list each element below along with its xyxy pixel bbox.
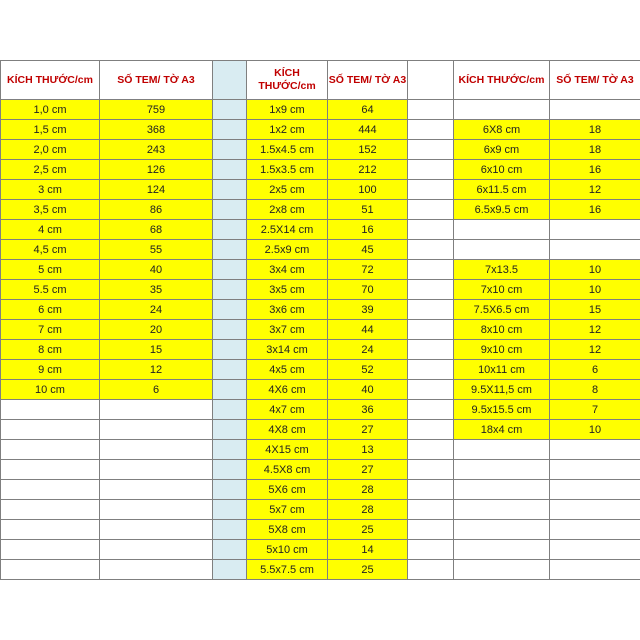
count-cell xyxy=(100,440,213,460)
spacer-column-cell xyxy=(213,160,247,180)
count-cell: 25 xyxy=(328,560,408,580)
header-size-2-line1: KÍCH xyxy=(274,67,300,79)
count-cell: 10 xyxy=(550,280,640,300)
size-cell: 6 cm xyxy=(1,300,100,320)
size-cell: 2x5 cm xyxy=(247,180,328,200)
size-cell: 1x9 cm xyxy=(247,100,328,120)
size-cell: 3x6 cm xyxy=(247,300,328,320)
gap-column-cell xyxy=(408,420,454,440)
size-cell: 1.5x4.5 cm xyxy=(247,140,328,160)
spacer-column-cell xyxy=(213,540,247,560)
count-cell: 86 xyxy=(100,200,213,220)
count-cell xyxy=(100,400,213,420)
gap-column-cell xyxy=(408,340,454,360)
price-sheet-table xyxy=(0,60,640,580)
table-row xyxy=(1,140,640,160)
size-cell: 4X6 cm xyxy=(247,380,328,400)
size-cell: 2.5X14 cm xyxy=(247,220,328,240)
gap-column-cell xyxy=(408,220,454,240)
gap-column-cell xyxy=(408,180,454,200)
count-cell: 212 xyxy=(328,160,408,180)
count-cell: 35 xyxy=(100,280,213,300)
table-row xyxy=(1,480,640,500)
count-cell: 16 xyxy=(550,160,640,180)
header-size-1: KÍCH THƯỚC/cm xyxy=(1,61,100,100)
table-row xyxy=(1,460,640,480)
count-cell: 16 xyxy=(328,220,408,240)
count-cell: 44 xyxy=(328,320,408,340)
size-cell xyxy=(1,420,100,440)
spacer-column-cell xyxy=(213,140,247,160)
count-cell: 28 xyxy=(328,480,408,500)
spacer-column-cell xyxy=(213,100,247,120)
header-count-1: SỐ TEM/ TỜ A3 xyxy=(100,61,213,100)
spacer-column-cell xyxy=(213,200,247,220)
size-cell: 7.5X6.5 cm xyxy=(454,300,550,320)
table-row xyxy=(1,260,640,280)
size-cell: 5x10 cm xyxy=(247,540,328,560)
count-cell xyxy=(100,480,213,500)
size-cell: 9 cm xyxy=(1,360,100,380)
spacer-column-cell xyxy=(213,500,247,520)
count-cell: 27 xyxy=(328,420,408,440)
count-cell: 55 xyxy=(100,240,213,260)
count-cell: 70 xyxy=(328,280,408,300)
count-cell: 7 xyxy=(550,400,640,420)
count-cell: 24 xyxy=(328,340,408,360)
table-row xyxy=(1,300,640,320)
count-cell: 15 xyxy=(100,340,213,360)
spacer-column-cell xyxy=(213,360,247,380)
size-cell xyxy=(1,480,100,500)
count-cell: 36 xyxy=(328,400,408,420)
size-cell xyxy=(454,480,550,500)
gap-column-cell xyxy=(408,540,454,560)
size-cell xyxy=(454,240,550,260)
spacer-column-cell xyxy=(213,520,247,540)
size-cell: 4,5 cm xyxy=(1,240,100,260)
size-cell xyxy=(1,540,100,560)
count-cell: 18 xyxy=(550,120,640,140)
size-cell xyxy=(454,220,550,240)
count-cell: 72 xyxy=(328,260,408,280)
table-row xyxy=(1,360,640,380)
count-cell: 10 xyxy=(550,420,640,440)
gap-column-cell xyxy=(408,520,454,540)
count-cell xyxy=(100,460,213,480)
count-cell: 12 xyxy=(550,320,640,340)
gap-column-cell xyxy=(408,61,454,100)
size-cell: 3x7 cm xyxy=(247,320,328,340)
size-cell: 6x11.5 cm xyxy=(454,180,550,200)
size-cell: 3x4 cm xyxy=(247,260,328,280)
size-cell: 9.5X11,5 cm xyxy=(454,380,550,400)
size-cell: 9.5x15.5 cm xyxy=(454,400,550,420)
table-row xyxy=(1,200,640,220)
count-cell: 45 xyxy=(328,240,408,260)
spacer-column-cell xyxy=(213,240,247,260)
size-cell xyxy=(454,100,550,120)
size-cell xyxy=(454,500,550,520)
count-cell: 6 xyxy=(100,380,213,400)
count-cell: 40 xyxy=(328,380,408,400)
size-cell: 1x2 cm xyxy=(247,120,328,140)
size-cell: 1.5x3.5 cm xyxy=(247,160,328,180)
count-cell: 152 xyxy=(328,140,408,160)
gap-column-cell xyxy=(408,100,454,120)
size-cell xyxy=(1,500,100,520)
count-cell xyxy=(550,560,640,580)
size-cell xyxy=(1,520,100,540)
size-cell: 2.5x9 cm xyxy=(247,240,328,260)
spacer-column-cell xyxy=(213,260,247,280)
count-cell: 64 xyxy=(328,100,408,120)
size-cell: 5 cm xyxy=(1,260,100,280)
size-cell: 6x9 cm xyxy=(454,140,550,160)
size-cell: 8x10 cm xyxy=(454,320,550,340)
table-row xyxy=(1,400,640,420)
table-row xyxy=(1,220,640,240)
gap-column-cell xyxy=(408,320,454,340)
size-cell: 7 cm xyxy=(1,320,100,340)
table-row xyxy=(1,120,640,140)
size-cell: 6.5x9.5 cm xyxy=(454,200,550,220)
size-cell xyxy=(1,440,100,460)
count-cell: 126 xyxy=(100,160,213,180)
count-cell xyxy=(550,220,640,240)
count-cell: 25 xyxy=(328,520,408,540)
gap-column-cell xyxy=(408,400,454,420)
size-cell xyxy=(1,400,100,420)
size-cell: 5X6 cm xyxy=(247,480,328,500)
table-row xyxy=(1,500,640,520)
count-cell: 124 xyxy=(100,180,213,200)
header-count-3: SỐ TEM/ TỜ A3 xyxy=(550,61,640,100)
gap-column-cell xyxy=(408,280,454,300)
gap-column-cell xyxy=(408,500,454,520)
spacer-column-cell xyxy=(213,180,247,200)
spacer-column-cell xyxy=(213,220,247,240)
size-cell: 5.5 cm xyxy=(1,280,100,300)
gap-column-cell xyxy=(408,140,454,160)
count-cell: 6 xyxy=(550,360,640,380)
count-cell: 243 xyxy=(100,140,213,160)
size-cell: 6X8 cm xyxy=(454,120,550,140)
table-row xyxy=(1,340,640,360)
table-row xyxy=(1,560,640,580)
spacer-column-cell xyxy=(213,300,247,320)
size-cell: 4X15 cm xyxy=(247,440,328,460)
size-cell xyxy=(1,460,100,480)
spacer-column-cell xyxy=(213,120,247,140)
table-row xyxy=(1,520,640,540)
table-row xyxy=(1,100,640,120)
count-cell: 68 xyxy=(100,220,213,240)
count-cell: 759 xyxy=(100,100,213,120)
count-cell: 20 xyxy=(100,320,213,340)
header-size-2-line2: THƯỚC/cm xyxy=(258,80,316,92)
size-cell: 5.5x7.5 cm xyxy=(247,560,328,580)
count-cell xyxy=(550,440,640,460)
spacer-column-cell xyxy=(213,460,247,480)
header-size-2 xyxy=(247,61,328,100)
table-row xyxy=(1,240,640,260)
size-cell: 2x8 cm xyxy=(247,200,328,220)
gap-column-cell xyxy=(408,300,454,320)
count-cell xyxy=(550,500,640,520)
count-cell: 444 xyxy=(328,120,408,140)
spacer-column-cell xyxy=(213,380,247,400)
size-cell: 3,5 cm xyxy=(1,200,100,220)
count-cell xyxy=(100,500,213,520)
count-cell: 12 xyxy=(550,340,640,360)
size-cell: 4x7 cm xyxy=(247,400,328,420)
count-cell xyxy=(100,560,213,580)
sheet-body xyxy=(1,61,640,580)
size-cell: 10x11 cm xyxy=(454,360,550,380)
table-row xyxy=(1,160,640,180)
count-cell xyxy=(550,100,640,120)
spacer-column-cell xyxy=(213,560,247,580)
table-row xyxy=(1,320,640,340)
size-cell xyxy=(454,440,550,460)
size-cell: 3 cm xyxy=(1,180,100,200)
gap-column-cell xyxy=(408,560,454,580)
spacer-column-cell xyxy=(213,400,247,420)
count-cell: 24 xyxy=(100,300,213,320)
gap-column-cell xyxy=(408,360,454,380)
size-cell: 8 cm xyxy=(1,340,100,360)
count-cell: 368 xyxy=(100,120,213,140)
size-cell: 4.5X8 cm xyxy=(247,460,328,480)
count-cell: 15 xyxy=(550,300,640,320)
count-cell xyxy=(550,240,640,260)
count-cell xyxy=(100,420,213,440)
count-cell: 16 xyxy=(550,200,640,220)
spacer-column-cell xyxy=(213,280,247,300)
size-cell: 7x10 cm xyxy=(454,280,550,300)
count-cell: 13 xyxy=(328,440,408,460)
size-cell xyxy=(454,460,550,480)
count-cell: 28 xyxy=(328,500,408,520)
table-row xyxy=(1,280,640,300)
count-cell xyxy=(550,520,640,540)
count-cell: 14 xyxy=(328,540,408,560)
count-cell: 12 xyxy=(100,360,213,380)
spacer-column-cell xyxy=(213,320,247,340)
gap-column-cell xyxy=(408,380,454,400)
gap-column-cell xyxy=(408,260,454,280)
size-cell: 10 cm xyxy=(1,380,100,400)
gap-column-cell xyxy=(408,120,454,140)
size-cell: 4 cm xyxy=(1,220,100,240)
gap-column-cell xyxy=(408,160,454,180)
count-cell xyxy=(550,540,640,560)
size-cell: 4X8 cm xyxy=(247,420,328,440)
spacer-column-cell xyxy=(213,61,247,100)
size-cell: 7x13.5 xyxy=(454,260,550,280)
gap-column-cell xyxy=(408,480,454,500)
size-cell: 5x7 cm xyxy=(247,500,328,520)
count-cell: 12 xyxy=(550,180,640,200)
size-cell xyxy=(1,560,100,580)
size-cell: 4x5 cm xyxy=(247,360,328,380)
count-cell: 52 xyxy=(328,360,408,380)
size-cell: 3x5 cm xyxy=(247,280,328,300)
count-cell xyxy=(550,480,640,500)
table-row xyxy=(1,540,640,560)
size-cell: 1,5 cm xyxy=(1,120,100,140)
size-cell: 9x10 cm xyxy=(454,340,550,360)
header-row xyxy=(1,61,640,100)
count-cell: 51 xyxy=(328,200,408,220)
table-row xyxy=(1,180,640,200)
gap-column-cell xyxy=(408,440,454,460)
spacer-column-cell xyxy=(213,340,247,360)
gap-column-cell xyxy=(408,200,454,220)
size-cell xyxy=(454,540,550,560)
gap-column-cell xyxy=(408,240,454,260)
count-cell xyxy=(550,460,640,480)
count-cell: 8 xyxy=(550,380,640,400)
count-cell xyxy=(100,540,213,560)
size-cell: 5X8 cm xyxy=(247,520,328,540)
spacer-column-cell xyxy=(213,480,247,500)
size-cell: 2,0 cm xyxy=(1,140,100,160)
size-cell: 2,5 cm xyxy=(1,160,100,180)
count-cell: 27 xyxy=(328,460,408,480)
size-cell xyxy=(454,560,550,580)
count-cell: 100 xyxy=(328,180,408,200)
size-cell xyxy=(454,520,550,540)
spacer-column-cell xyxy=(213,420,247,440)
header-size-3: KÍCH THƯỚC/cm xyxy=(454,61,550,100)
count-cell: 10 xyxy=(550,260,640,280)
count-cell: 39 xyxy=(328,300,408,320)
gap-column-cell xyxy=(408,460,454,480)
count-cell: 18 xyxy=(550,140,640,160)
count-cell xyxy=(100,520,213,540)
spacer-column-cell xyxy=(213,440,247,460)
size-cell: 1,0 cm xyxy=(1,100,100,120)
table-row xyxy=(1,420,640,440)
size-cell: 6x10 cm xyxy=(454,160,550,180)
table-row xyxy=(1,380,640,400)
size-cell: 18x4 cm xyxy=(454,420,550,440)
header-count-2: SỐ TEM/ TỜ A3 xyxy=(328,61,408,100)
size-cell: 3x14 cm xyxy=(247,340,328,360)
count-cell: 40 xyxy=(100,260,213,280)
table-row xyxy=(1,440,640,460)
